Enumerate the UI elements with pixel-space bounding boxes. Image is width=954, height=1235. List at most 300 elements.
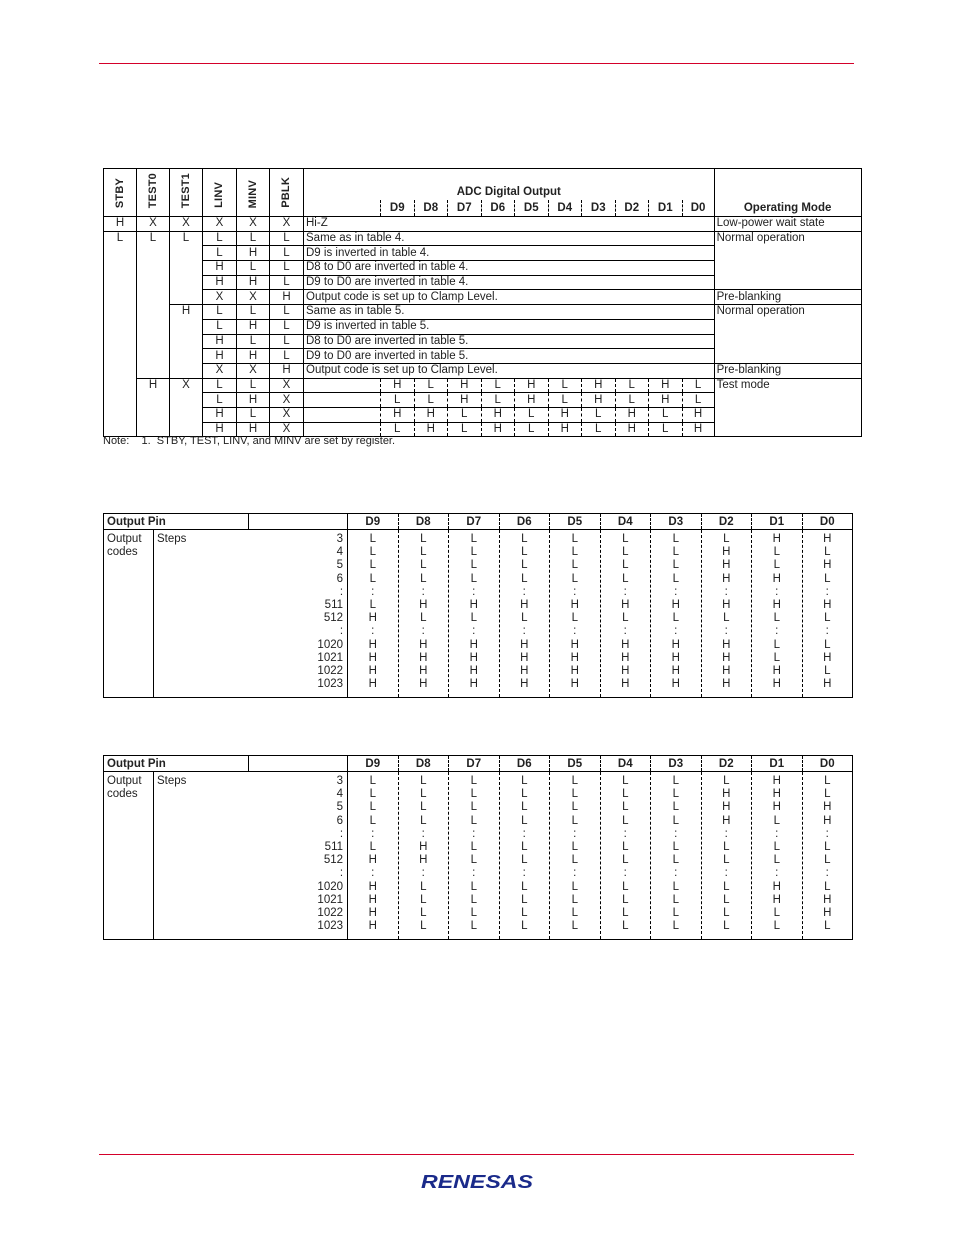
table-cell-value: H [520,599,529,612]
table-cell-value: H [722,599,731,612]
table-cell-value: L [369,533,376,545]
table-cell-value: L [773,814,780,827]
table-cell-value: : [623,585,627,598]
table-cell-value: L [622,788,629,801]
table-cell-value: L [622,612,629,625]
table-cell-value: L [521,907,528,920]
table-cell-value: : [674,625,678,638]
table-cell-value: : [371,867,375,880]
table-cell-value: H [671,678,680,691]
table-row: H H L D9 to D0 are inverted in table 4. [104,275,862,290]
table-cell-value: L [622,854,629,867]
table-row: H X X X X X Hi-Z Low-power wait state [104,217,862,232]
table-row: H H X L H L H L H L H L H [104,422,862,437]
table-cell-value: L [369,546,376,559]
table-cell-value: : [522,585,526,598]
table-cell-value: H [772,775,781,787]
table-cell-value: L [672,559,679,572]
table-cell-value: H [469,665,478,678]
table-cell-value: L [571,854,578,867]
table-cell-value: L [723,907,730,920]
table-cell-value: H [722,559,731,572]
table-cell-value: 3 [336,533,344,545]
table-cell-value: : [472,625,476,638]
table-cell-value: 511 [324,841,344,854]
table-cell-value: L [622,775,629,787]
header-operating-mode: Operating Mode [714,169,861,217]
table-cell-value: L [420,880,427,893]
table-cell-value: : [623,827,627,840]
table-cell-value: 1021 [317,651,344,664]
table-cell-value: L [470,788,477,801]
table-cell-value: H [772,599,781,612]
table-cell-value: H [570,638,579,651]
table-cell-value: L [470,907,477,920]
table-cell-value: L [723,841,730,854]
table-cell-value: : [339,867,344,880]
table-cell-value: L [571,775,578,787]
output-codes-label: Output codes [107,775,142,801]
table-cell-value: : [421,867,425,880]
header-bit-d8: D8 [414,200,448,216]
table-cell-value: L [672,920,679,933]
table-cell-value: H [469,638,478,651]
table-cell-value: : [724,867,728,880]
table-cell-value: H [722,546,731,559]
table-cell-value: L [723,612,730,625]
table-cell-value: H [368,893,377,906]
table-cell-value: 5 [336,801,344,814]
table-cell-value: H [671,651,680,664]
table-cell-value: H [368,612,377,625]
table-cell-value: L [470,559,477,572]
table-cell-value: L [824,638,831,651]
table-cell-value: 5 [336,559,344,572]
table-cell-value: H [419,651,428,664]
table-cell-value: L [521,572,528,585]
table-cell-value: L [571,920,578,933]
adc-control-table [103,168,862,437]
table-cell-value: : [674,827,678,840]
table-cell-value: H [671,665,680,678]
table-cell-value: L [571,893,578,906]
table-cell-value: H [722,651,731,664]
table-cell-value: L [420,775,427,787]
table-cell-value: H [469,651,478,664]
table-cell-value: L [672,893,679,906]
table-cell-value: L [470,814,477,827]
table-cell-value: H [621,599,630,612]
table-cell-value: L [824,841,831,854]
table-cell-value: L [824,854,831,867]
table-cell-value: H [570,678,579,691]
table-cell-value: L [470,572,477,585]
table-cell-value: L [420,907,427,920]
table-cell-value: L [420,546,427,559]
table-cell-value: H [823,559,832,572]
table-row: L H L D9 is inverted in table 4. [104,246,862,261]
table-cell-value: L [672,814,679,827]
table-cell-value: : [724,585,728,598]
table-cell-value: L [470,841,477,854]
table-cell-value: 1020 [317,638,344,651]
table-row: X X H Output code is set up to Clamp Level. Pre-blanking [104,290,862,305]
table-cell-value: : [724,625,728,638]
table-cell-value: : [775,625,779,638]
table-cell-value: L [369,599,376,612]
table-cell-value: : [775,585,779,598]
table-cell-value: : [573,625,577,638]
table-cell-value: : [371,827,375,840]
renesas-logo [421,1170,533,1192]
table-row: H X L L X H L H L H L H L H L Test mode [104,378,862,393]
table-cell-value: : [522,827,526,840]
header-bit-d3: D3 [582,200,616,216]
table-cell-value: 6 [336,814,344,827]
table-cell-value: L [824,665,831,678]
table-cell-value: L [571,612,578,625]
table-cell-value: L [622,893,629,906]
table-cell-value: L [571,801,578,814]
table-cell-value: H [520,638,529,651]
table-cell-value: H [772,572,781,585]
table-cell-value: L [723,854,730,867]
table-cell-value: : [674,867,678,880]
table-row: L L L L L L Same as in table 4. Normal operation [104,231,862,246]
table-cell-value: H [722,638,731,651]
table-cell-value: H [368,638,377,651]
table-cell-value: L [622,841,629,854]
table-cell-value: : [421,827,425,840]
header-test0: TEST0 [137,169,170,217]
table-cell-value: L [571,788,578,801]
table-cell-value: L [824,572,831,585]
table-cell-value: L [420,612,427,625]
header-spacer [304,200,381,216]
table-cell-value: H [570,665,579,678]
table-cell-value: L [369,814,376,827]
header-bit-d1: D1 [649,200,683,216]
header-adc-digital-output: ADC Digital Output [304,169,715,201]
table-cell-value: L [470,893,477,906]
table-cell-value: L [470,801,477,814]
table-cell-value: : [472,867,476,880]
table-cell-value: L [723,775,730,787]
table-cell-value: H [368,651,377,664]
table-row: H L X H H L H L H L H L H [104,407,862,422]
table-cell-value: 1022 [317,907,344,920]
table-cell-value: L [824,920,831,933]
table-cell-value: L [571,880,578,893]
table-cell-value: : [623,867,627,880]
table-cell-value: L [369,775,376,787]
table-cell-value: : [339,625,344,638]
table-cell-value: L [420,572,427,585]
table-cell-value: L [622,920,629,933]
table-cell-value: : [522,625,526,638]
table-cell-value: L [672,801,679,814]
table-cell-value: L [824,788,831,801]
header-stby: STBY [104,169,137,217]
table-cell-value: L [824,775,831,787]
table-cell-value: L [672,572,679,585]
table-cell-value: H [823,651,832,664]
table-cell-value: L [672,788,679,801]
table-cell-value: L [773,907,780,920]
table-cell-value: L [773,559,780,572]
table-cell-value: H [823,893,832,906]
output-code-table-4 [103,513,853,698]
table-cell-value: H [823,533,832,545]
table-cell-value: H [570,651,579,664]
table-cell-value: H [722,801,731,814]
table-cell-value: L [470,533,477,545]
table-note: Note: 1. STBY, TEST, LINV, and MINV are set by register. [103,435,396,447]
table-cell-value: 1020 [317,880,344,893]
header-bit-d5: D5 [515,200,549,216]
table-row: H L L D8 to D0 are inverted in table 5. [104,334,862,349]
table-cell-value: : [573,585,577,598]
table-cell-value: H [671,599,680,612]
table-cell-value: : [371,625,375,638]
table-cell-value: L [470,612,477,625]
table-cell-value: 4 [336,546,344,559]
table-cell-value: H [823,907,832,920]
table-cell-value: H [419,638,428,651]
table-cell-value: L [773,638,780,651]
table-cell-value: L [672,612,679,625]
table-cell-value: L [521,814,528,827]
table-cell-value: H [469,678,478,691]
header-minv: MINV [237,169,270,217]
table-cell-value: H [772,665,781,678]
table-cell-value: L [420,920,427,933]
table-cell-value: H [722,678,731,691]
header-pblk: PBLK [270,169,304,217]
table-cell-value: L [672,546,679,559]
header-bit-d2: D2 [615,200,649,216]
table-row: L H X L L H L H L H L H L [104,393,862,408]
table-cell-value: L [672,854,679,867]
table-cell-value: L [420,801,427,814]
table-cell-value: L [773,841,780,854]
table-cell-value: : [573,867,577,880]
table-cell-value: H [621,651,630,664]
output-code-table-5 [103,755,853,940]
table-cell-value: H [419,599,428,612]
table-cell-value: L [521,559,528,572]
table-cell-value: : [573,827,577,840]
table-row: H H L D9 to D0 are inverted in table 5. [104,349,862,364]
table-row: Output codes Steps 3 4 5 6 : 511 512 : 1020 1021 1022 1023 L L L L : L H : H H H H L L L L : H H : L L L L L L L L : L L : L L L L L L L L : L L : L L L L L L L L : L L : L L L L L L L L : L L : L L L L L L L L : L L : L L L L L H H H : L L : L L L L H H H L : L L : H H L L L L H H : L L : L H H L [104,772,853,940]
table-cell-value: L [824,546,831,559]
header-bit-d0: D0 [682,200,714,216]
table-cell-value: L [622,546,629,559]
table-cell-value: L [824,612,831,625]
table-cell-value: H [772,788,781,801]
table-cell-value: 4 [336,788,344,801]
table-cell-value: L [773,651,780,664]
table-row: H L L D8 to D0 are inverted in table 4. [104,261,862,276]
table-cell-value: L [470,880,477,893]
table-cell-value: H [621,678,630,691]
header-bit-d7: D7 [448,200,482,216]
table-cell-value: L [571,559,578,572]
table-cell-value: H [772,880,781,893]
table-cell-value: H [823,801,832,814]
table-cell-value: L [420,788,427,801]
table-cell-value: L [622,801,629,814]
table-cell-value: L [723,920,730,933]
table-cell-value: H [419,665,428,678]
table-cell-value: L [672,775,679,787]
steps-column [249,772,348,940]
table-cell-value: L [773,920,780,933]
table-cell-value: L [369,788,376,801]
table-cell-value: L [622,814,629,827]
table-cell-value: L [521,801,528,814]
table-cell-value: 1021 [317,893,344,906]
table-cell-value: L [521,841,528,854]
table-cell-value: L [470,775,477,787]
table-cell-value: H [520,678,529,691]
table-cell-value: 1022 [317,665,344,678]
table-cell-value: L [723,880,730,893]
table-cell-value: 6 [336,572,344,585]
table-cell-value: H [368,920,377,933]
table-cell-value: L [369,801,376,814]
table-cell-value: L [622,907,629,920]
table-cell-value: L [521,788,528,801]
table-cell-value: : [825,585,829,598]
table-cell-value: : [825,625,829,638]
table-cell-value: : [472,827,476,840]
table-row: Output codes Steps 3 4 5 6 : 511 512 : 1020 1021 1022 1023 L L L L : L H : H H H H L L L L : H L : H H H H L L L L : H L : H H H H L L L L : H L : H H H H L L L L : H L : H H H H L L L L : H L : H H H H L L L L : H L : H H H H L H H H : H L : H H H H H L L H : H L : L L H H H L H L : H L : L H L H [104,530,853,698]
table-cell-value: : [371,585,375,598]
table-cell-value: 1023 [317,920,344,933]
table-cell-value: : [724,827,728,840]
header-bit-d6: D6 [481,200,515,216]
table-cell-value: H [469,599,478,612]
table-cell-value: : [339,827,344,840]
table-cell-value: H [772,533,781,545]
table-cell-value: H [368,678,377,691]
table-cell-value: H [772,801,781,814]
table-header-row: Output Pin D9 D8 D7 D6 D5 D4 D3 D2 D1 D0 [104,756,853,772]
table-row: H L L L Same as in table 5. Normal operation [104,305,862,320]
table-cell-value: : [339,585,344,598]
table-cell-value: H [419,854,428,867]
table-row: X X H Output code is set up to Clamp Level. Pre-blanking [104,363,862,378]
table-cell-value: L [420,814,427,827]
table-cell-value: L [622,559,629,572]
table-cell-value: H [570,599,579,612]
table-cell-value: L [521,854,528,867]
table-cell-value: H [368,665,377,678]
table-cell-value: L [420,533,427,545]
logo-text: RENESAS [421,1172,533,1192]
table-cell-value: L [470,546,477,559]
table-cell-value: L [571,546,578,559]
table-cell-value: L [824,880,831,893]
table-cell-value: H [722,665,731,678]
table-cell-value: H [621,665,630,678]
table-cell-value: H [419,841,428,854]
table-cell-value: L [571,841,578,854]
header-linv: LINV [203,169,237,217]
table-cell-value: H [772,893,781,906]
table-cell-value: L [672,841,679,854]
table-cell-value: : [623,625,627,638]
table-cell-value: L [470,854,477,867]
steps-column [249,530,348,698]
header-bit-d9: D9 [381,200,415,216]
table-cell-value: L [521,533,528,545]
table-header-row: Output Pin D9 D8 D7 D6 D5 D4 D3 D2 D1 D0 [104,514,853,530]
table-cell-value: H [823,678,832,691]
table-cell-value: H [368,854,377,867]
table-cell-value: H [671,638,680,651]
table-cell-value: L [521,893,528,906]
table-cell-value: : [674,585,678,598]
table-cell-value: H [520,651,529,664]
table-cell-value: 512 [323,612,344,625]
table-cell-value: : [522,867,526,880]
table-cell-value: L [369,841,376,854]
table-cell-value: H [368,880,377,893]
table-cell-value: L [521,546,528,559]
table-cell-value: : [775,867,779,880]
table-cell-value: : [775,827,779,840]
table-cell-value: L [521,880,528,893]
table-cell-value: L [773,854,780,867]
table-cell-value: 511 [324,599,344,612]
table-cell-value: : [421,625,425,638]
table-cell-value: L [521,775,528,787]
output-codes-label: Output codes [107,533,142,559]
table-cell-value: L [773,546,780,559]
table-cell-value: H [722,814,731,827]
table-cell-value: L [773,612,780,625]
table-row: L H L D9 is inverted in table 5. [104,319,862,334]
table-cell-value: L [571,572,578,585]
table-cell-value: : [472,585,476,598]
header-rule [99,63,854,64]
table-cell-value: L [420,559,427,572]
table-cell-value: : [825,827,829,840]
table-cell-value: H [722,572,731,585]
table-cell-value: L [521,920,528,933]
table-cell-value: L [723,893,730,906]
header-test1: TEST1 [170,169,203,217]
table-cell-value: L [571,814,578,827]
table-cell-value: L [369,559,376,572]
table-cell-value: H [419,678,428,691]
table-cell-value: L [622,880,629,893]
table-cell-value: L [622,533,629,545]
table-cell-value: L [723,533,730,545]
table-cell-value: L [420,893,427,906]
table-cell-value: : [421,585,425,598]
table-cell-value: L [571,907,578,920]
table-cell-value: L [672,533,679,545]
table-cell-value: H [621,638,630,651]
footer-rule [99,1154,854,1155]
table-cell-value: L [470,920,477,933]
table-cell-value: L [622,572,629,585]
table-cell-value: H [823,814,832,827]
table-cell-value: L [521,612,528,625]
